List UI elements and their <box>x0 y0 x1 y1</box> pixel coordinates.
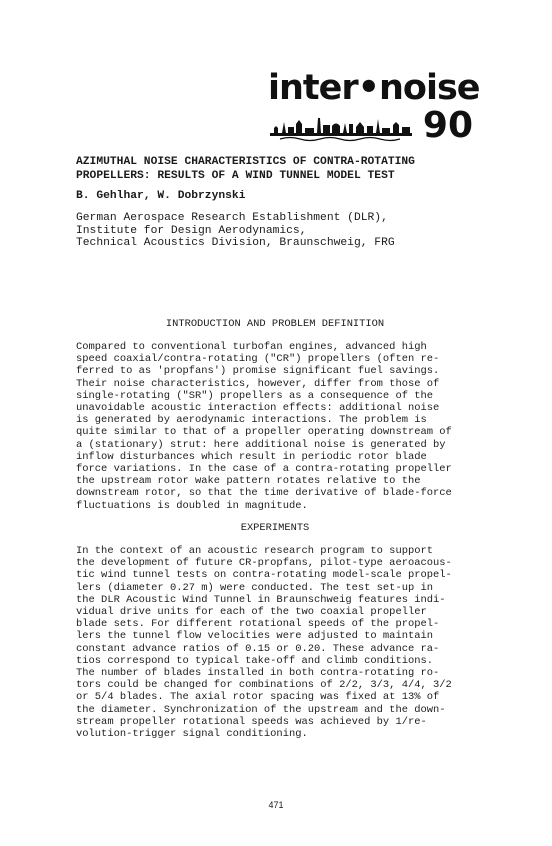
body-line: downstream rotor, so that the time derivative of blade-force <box>76 487 452 500</box>
body-line: single-rotating ("SR") propellers as a consequence of the <box>76 389 434 402</box>
logo-brand-text: inter•noise <box>268 68 480 108</box>
body-line: tic wind tunnel tests on contra-rotating model-scale propel- <box>76 569 452 582</box>
body-line: constant advance ratios of 0.15 or 0.20. These advance ra- <box>76 642 440 655</box>
body-line: or 5/4 blades. The axial rotor spacing was fixed at 13% of <box>76 691 440 704</box>
logo-year-text: 90 <box>422 105 473 146</box>
body-line: Their noise characteristics, however, differ from those of <box>76 377 440 390</box>
body-line: the DLR Acoustic Wind Tunnel in Braunschweig features indi- <box>76 593 446 606</box>
body-line: the upstream rotor wake pattern rotates relative to the <box>76 475 421 488</box>
section-heading-introduction: INTRODUCTION AND PROBLEM DEFINITION <box>165 318 385 330</box>
body-line: blade sets. For different rotational speeds of the propel- <box>76 618 440 631</box>
body-line: quite similar to that of a propeller operating downstream of <box>76 426 452 439</box>
title-line: PROPELLERS: RESULTS OF A WIND TUNNEL MODEL TEST <box>76 170 395 182</box>
paper-title <box>76 155 415 183</box>
body-line: tios correspond to typical take-off and climb conditions. <box>76 654 434 667</box>
body-line: inflow disturbances which result in periodic rotor blade <box>76 450 427 463</box>
page-number: 471 <box>268 800 284 810</box>
body-line: the diameter. Synchronization of the upstream and the down- <box>76 703 446 716</box>
paper-affiliation <box>76 212 395 250</box>
paper-authors: B. Gehlhar, W. Dobrzynski <box>76 190 246 202</box>
body-line: a (stationary) strut: here additional noise is generated by <box>76 438 446 451</box>
affiliation-line: Institute for Design Aerodynamics, <box>76 224 307 237</box>
body-line: force variations. In the case of a contra-rotating propeller <box>76 463 452 476</box>
body-line: unavoidable acoustic interaction effects: additional noise <box>76 402 440 415</box>
affiliation-line: German Aerospace Research Establishment (DLR), <box>76 212 388 224</box>
section-body-experiments <box>76 545 476 740</box>
body-line: lers (diameter 0.27 m) were conducted. The test set-up in <box>76 581 434 594</box>
body-line: the development of future CR-propfans, pilot-type aeroacous- <box>76 557 452 570</box>
section-heading-experiments: EXPERIMENTS <box>240 522 310 534</box>
body-line: Compared to conventional turbofan engines, advanced high <box>76 341 427 353</box>
body-line: lers the tunnel flow velocities were adjusted to maintain <box>76 630 434 643</box>
body-line: In the context of an acoustic research program to support <box>76 545 434 557</box>
body-line: is generated by aerodynamic interactions. The problem is <box>76 414 427 427</box>
body-line: speed coaxial/contra-rotating ("CR") propellers (often re- <box>76 353 440 366</box>
body-line: fluctuations is doubled in magnitude. <box>76 499 308 512</box>
body-line: ferred to as 'propfans') promise significant fuel savings. <box>76 365 440 378</box>
body-line: vidual drive units for each of the two coaxial propeller <box>76 606 427 619</box>
title-line: AZIMUTHAL NOISE CHARACTERISTICS OF CONTRA-ROTATING <box>76 156 415 168</box>
body-line: stream propeller rotational speeds was achieved by 1/re- <box>76 715 427 728</box>
body-line: volution-trigger signal conditioning. <box>76 728 308 741</box>
inter-noise-logo <box>268 68 480 146</box>
affiliation-line: Technical Acoustics Division, Braunschweig, FRG <box>76 237 395 250</box>
section-body-introduction <box>76 341 476 512</box>
body-line: The number of blades installed in both contra-rotating ro- <box>76 667 440 680</box>
skyline-icon <box>270 116 412 142</box>
body-line: tors could be changed for combinations of 2/2, 3/3, 4/4, 3/2 <box>76 679 452 692</box>
